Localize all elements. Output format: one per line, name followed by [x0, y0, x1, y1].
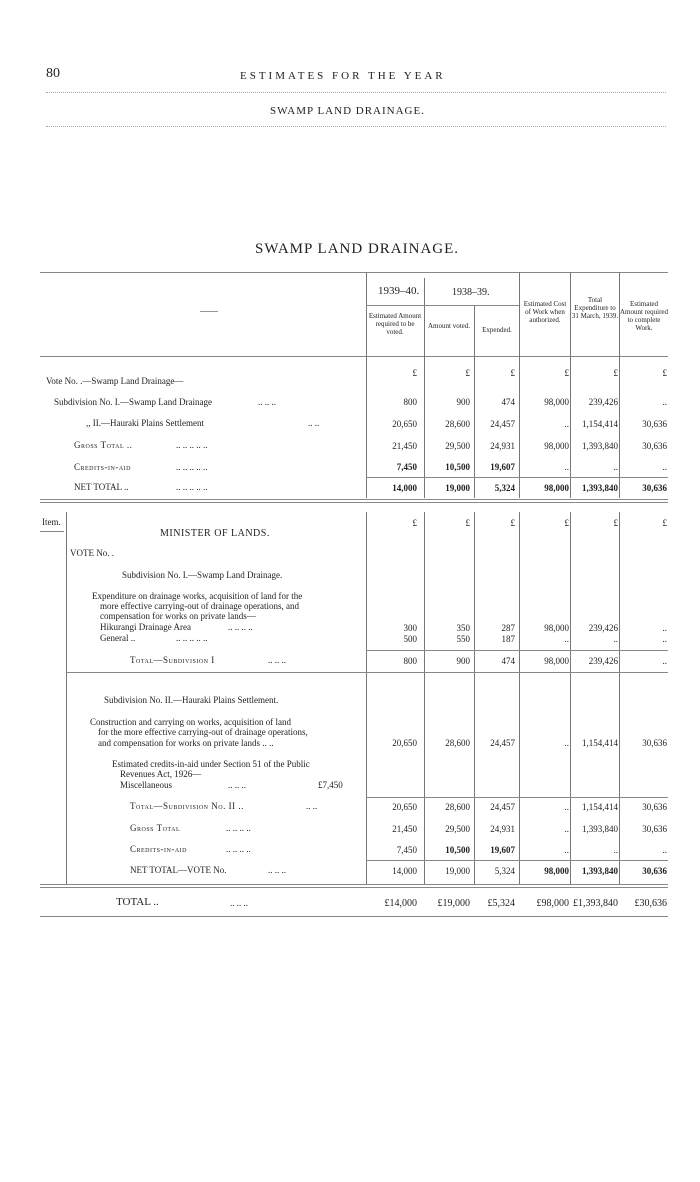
currency-symbol: £ [412, 518, 417, 528]
cell: 30,636 [642, 738, 667, 748]
currency-symbol: £ [564, 368, 569, 378]
rule [40, 887, 668, 888]
row-leaders: .. .. .. .. [226, 844, 251, 854]
cell: .. [662, 397, 667, 407]
rule [40, 502, 668, 503]
col-rule [474, 305, 475, 356]
cell: 239,426 [588, 397, 618, 407]
cell: 1,154,414 [582, 802, 618, 812]
vote-no: VOTE No. . [70, 548, 114, 558]
currency-symbol: £ [510, 368, 515, 378]
rule [40, 916, 668, 917]
cell: 1,393,840 [582, 483, 618, 493]
header-amount-voted: Amount voted. [428, 322, 470, 330]
text-line: Construction and carrying on works, acquisition of land [90, 717, 291, 727]
cell: .. [662, 845, 667, 855]
text-line: and compensation for works on private lands .. .. [98, 738, 274, 748]
row-label: General .. [100, 633, 136, 643]
section-subhead: SWAMP LAND DRAINAGE. [270, 105, 425, 117]
row-leaders: .. .. .. [268, 655, 286, 665]
cell: .. [564, 462, 569, 472]
row-label: Subdivision No. I.—Swamp Land Drainage [54, 397, 212, 407]
cell: .. [662, 634, 667, 644]
row-leaders: .. .. .. .. .. [176, 462, 208, 472]
row-label: Hikurangi Drainage Area [100, 622, 191, 632]
col-rule [66, 512, 67, 884]
cell: 98,000 [544, 441, 569, 451]
currency-symbol: £ [465, 518, 470, 528]
text-line: Expenditure on drainage works, acquisition of land for the [92, 591, 303, 601]
text-line: compensation for works on private lands— [100, 611, 256, 621]
cell: 20,650 [392, 802, 417, 812]
rule [424, 305, 519, 306]
row-label: NET TOTAL .. [74, 482, 129, 492]
vote-label: Vote No. .—Swamp Land Drainage— [46, 376, 184, 386]
cell: 239,426 [588, 623, 618, 633]
cell: 287 [501, 623, 515, 633]
cell: 800 [403, 656, 417, 666]
cell: 24,931 [490, 824, 515, 834]
cell: 30,636 [642, 866, 667, 876]
cell: .. [564, 634, 569, 644]
cell: 28,600 [445, 738, 470, 748]
cell: .. [564, 419, 569, 429]
row-label: NET TOTAL—VOTE No. [130, 865, 227, 875]
cell: 30,636 [642, 824, 667, 834]
cell: .. [564, 824, 569, 834]
cell: 800 [403, 397, 417, 407]
rule [40, 531, 64, 532]
rule [366, 477, 668, 478]
page-number: 80 [46, 66, 60, 81]
header-total-expenditure: Total Expenditure to 31 March, 1939. [571, 296, 619, 320]
text-line: for the more effective carrying-out of drainage operations, [98, 727, 308, 737]
row-leaders: .. .. .. [268, 865, 286, 875]
row-leaders: .. .. .. .. .. [176, 482, 208, 492]
subdivision-1-heading: Subdivision No. I.—Swamp Land Drainage. [122, 570, 283, 580]
header-estimated-amount: Estimated Amount required to be voted. [368, 312, 422, 336]
rule [366, 860, 668, 861]
cell: 10,500 [445, 845, 470, 855]
header-year-1938: 1938–39. [452, 287, 490, 298]
cell: 24,931 [490, 441, 515, 451]
currency-symbol: £ [465, 368, 470, 378]
cell: £1,393,840 [573, 898, 618, 909]
cell: 19,607 [490, 462, 515, 472]
cell: 28,600 [445, 802, 470, 812]
row-leaders: .. .. [308, 418, 320, 428]
cell: .. [564, 738, 569, 748]
text-line: more effective carrying-out of drainage operations, and [100, 601, 299, 611]
header-dash: —— [200, 306, 218, 316]
cell: 98,000 [544, 397, 569, 407]
running-head: ESTIMATES FOR THE YEAR [240, 70, 446, 82]
cell: 5,324 [494, 483, 515, 493]
row-label: Gross Total [130, 823, 181, 833]
cell: 1,393,840 [582, 824, 618, 834]
cell: 500 [403, 634, 417, 644]
rule [366, 797, 668, 798]
subdivision-2-heading: Subdivision No. II.—Hauraki Plains Settlement. [104, 695, 279, 705]
cell: .. [662, 656, 667, 666]
cell: 24,457 [490, 802, 515, 812]
row-leaders: .. .. .. [230, 898, 248, 908]
row-label: ,, II.—Hauraki Plains Settlement [86, 418, 204, 428]
cell: 1,393,840 [582, 441, 618, 451]
rule [66, 672, 668, 673]
misc-amount: £7,450 [318, 780, 343, 790]
cell: 7,450 [396, 845, 417, 855]
rule [40, 272, 668, 273]
cell: 98,000 [544, 483, 569, 493]
cell: 28,600 [445, 419, 470, 429]
currency-symbol: £ [510, 518, 515, 528]
header-estimated-to-complete: Estimated Amount required to complete Work. [620, 300, 669, 332]
cell: 474 [501, 397, 515, 407]
cell: £19,000 [437, 898, 470, 909]
cell: 350 [456, 623, 470, 633]
cell: 98,000 [544, 866, 569, 876]
cell: 98,000 [544, 623, 569, 633]
cell: .. [613, 634, 618, 644]
col-rule [424, 278, 425, 356]
cell: 1,154,414 [582, 419, 618, 429]
cell: 1,393,840 [582, 866, 618, 876]
row-label: Credits-in-aid [74, 462, 131, 472]
cell: .. [564, 802, 569, 812]
cell: £14,000 [384, 898, 417, 909]
currency-symbol: £ [662, 368, 667, 378]
header-estimated-cost: Estimated Cost of Work when authorized. [523, 300, 567, 324]
cell: 900 [456, 397, 470, 407]
row-label: Total—Subdivision No. II .. [130, 801, 244, 811]
cell: 24,457 [490, 738, 515, 748]
row-leaders: .. .. [306, 801, 318, 811]
col-rule [366, 272, 367, 356]
cell: 29,500 [445, 824, 470, 834]
row-leaders: .. .. .. .. .. [176, 633, 208, 643]
cell: 14,000 [392, 866, 417, 876]
currency-symbol: £ [662, 518, 667, 528]
text-line: Estimated credits-in-aid under Section 51 of the Public [112, 759, 310, 769]
row-label: Credits-in-aid [130, 844, 187, 854]
cell: 900 [456, 656, 470, 666]
cell: 474 [501, 656, 515, 666]
row-leaders: .. .. .. [228, 780, 246, 790]
row-leaders: .. .. .. .. [228, 622, 253, 632]
currency-symbol: £ [564, 518, 569, 528]
cell: .. [662, 462, 667, 472]
divider [46, 92, 666, 93]
cell: .. [662, 623, 667, 633]
cell: 19,000 [445, 483, 470, 493]
row-label: Gross Total .. [74, 440, 133, 450]
row-leaders: .. .. .. .. .. [176, 440, 208, 450]
cell: .. [613, 845, 618, 855]
header-expended: Expended. [482, 326, 512, 334]
cell: 19,607 [490, 845, 515, 855]
cell: 550 [456, 634, 470, 644]
cell: 29,500 [445, 441, 470, 451]
cell: 24,457 [490, 419, 515, 429]
cell: 98,000 [544, 656, 569, 666]
cell: 21,450 [392, 441, 417, 451]
cell: £5,324 [487, 898, 515, 909]
cell: 19,000 [445, 866, 470, 876]
misc-label: Miscellaneous [120, 780, 172, 790]
cell: 21,450 [392, 824, 417, 834]
row-label: Total—Subdivision I [130, 655, 215, 665]
currency-symbol: £ [613, 518, 618, 528]
cell: 30,636 [642, 802, 667, 812]
cell: 1,154,414 [582, 738, 618, 748]
currency-symbol: £ [412, 368, 417, 378]
cell: £98,000 [536, 898, 569, 909]
cell: 20,650 [392, 738, 417, 748]
divider [46, 126, 666, 127]
row-leaders: .. .. .. .. [226, 823, 251, 833]
cell: 30,636 [642, 441, 667, 451]
text-line: Revenues Act, 1926— [120, 769, 202, 779]
cell: .. [564, 845, 569, 855]
rule [366, 650, 668, 651]
cell: 300 [403, 623, 417, 633]
rule [366, 305, 424, 306]
cell: 10,500 [445, 462, 470, 472]
currency-symbol: £ [613, 368, 618, 378]
cell: 30,636 [642, 419, 667, 429]
cell: 14,000 [392, 483, 417, 493]
rule [40, 356, 668, 357]
rule [40, 499, 668, 500]
cell: 7,450 [396, 462, 417, 472]
row-leaders: .. .. .. [258, 397, 276, 407]
page-title: SWAMP LAND DRAINAGE. [255, 241, 460, 257]
cell: 239,426 [588, 656, 618, 666]
rule [40, 884, 668, 885]
cell: £30,636 [634, 898, 667, 909]
minister-heading: MINISTER OF LANDS. [160, 528, 270, 539]
header-year-1939: 1939–40. [378, 285, 420, 297]
cell: 187 [501, 634, 515, 644]
cell: 20,650 [392, 419, 417, 429]
cell: 5,324 [494, 866, 515, 876]
item-label: Item. [42, 517, 61, 527]
grand-total-label: TOTAL .. [116, 896, 159, 908]
cell: .. [613, 462, 618, 472]
cell: 30,636 [642, 483, 667, 493]
